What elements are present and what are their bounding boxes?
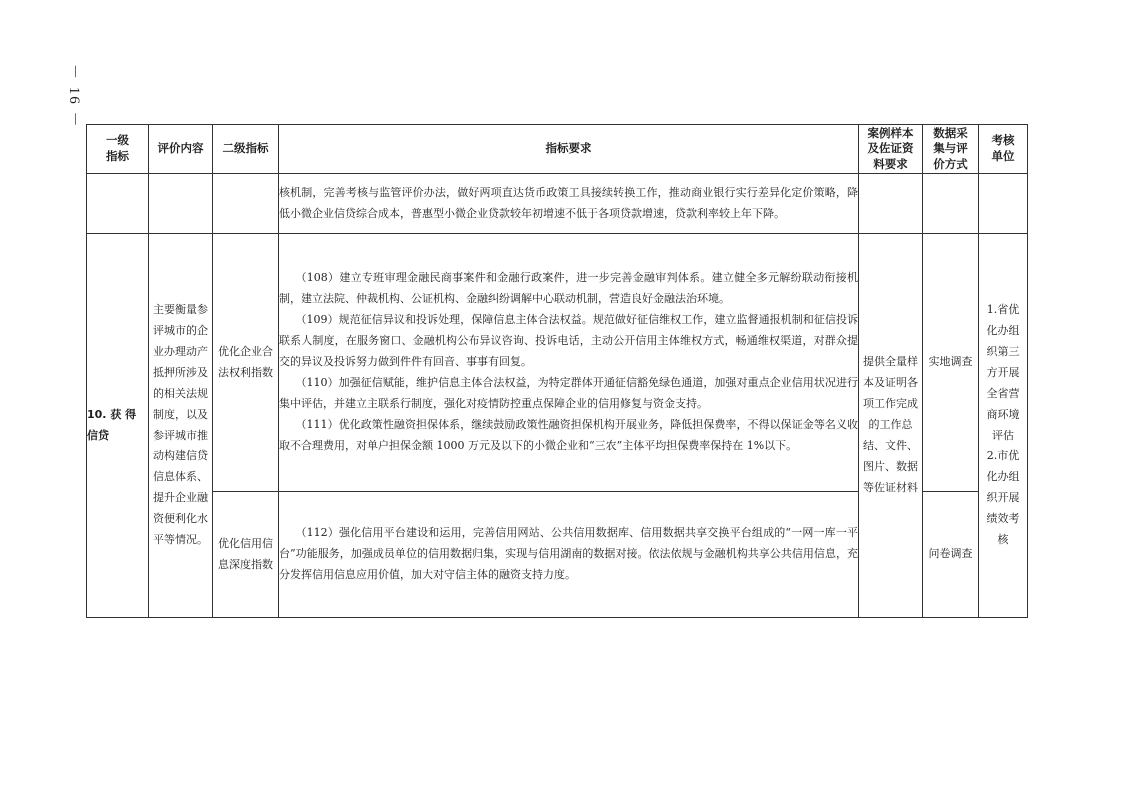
- page-number: － 16 －: [66, 64, 82, 129]
- indicator-table: [86, 124, 1028, 618]
- header-content: 评价内容: [149, 125, 213, 174]
- header-row: [87, 125, 1028, 174]
- header-unit: 考核 单位: [979, 125, 1028, 174]
- level1-indicator: 10. 获 得 信贷: [87, 234, 149, 618]
- header-samples: 案例样本 及佐证资 料要求: [859, 125, 923, 174]
- level2-indicator-1: 优化企业合法权利指数: [213, 234, 279, 492]
- sample-requirements: 提供全量样本及证明各项工作完成的工作总结、文件、图片、数据等佐证材料: [859, 234, 923, 618]
- header-requirement: 指标要求: [279, 125, 859, 174]
- requirements-2: （112）强化信用平台建设和运用，完善信用网站、公共信用数据库、信用数据共享交换平台组成的“一网一库一平台”功能服务，加强成员单位的信用数据归集，实现与信用湖南的数据对接。依法依规与金融机构共享公共信用信息，充分发挥信用信息应用价值，加大对守信主体的融资支持力度。: [279, 492, 859, 618]
- assessment-unit: 1.省优化办组织第三方开展全省营商环境评估 2.市优化办组织开展绩效考核: [979, 234, 1028, 618]
- method-1: 实地调查: [923, 234, 979, 492]
- carryover-requirement: 核机制，完善考核与监管评价办法，做好两项直达货币政策工具接续转换工作，推动商业银行实行差异化定价策略，降低小微企业信贷综合成本，普惠型小微企业贷款较年初增速不低于各项贷款增速，贷款利率较上年下降。: [279, 174, 859, 234]
- carryover-row: [87, 174, 1028, 234]
- header-level1: 一级 指标: [87, 125, 149, 174]
- indicator-row-1: [87, 234, 1028, 492]
- evaluation-content: 主要衡量参评城市的企业办理动产抵押所涉及的相关法规制度，以及参评城市推动构建信贷信息体系、提升企业融资便利化水平等情况。: [149, 234, 213, 618]
- method-2: 问卷调查: [923, 492, 979, 618]
- requirements-1: （108）建立专班审理金融民商事案件和金融行政案件，进一步完善金融审判体系。建立健全多元解纷联动衔接机制，建立法院、仲裁机构、公证机构、金融纠纷调解中心联动机制，营造良好金融法治环境。 （109）规范征信异议和投诉处理，保障信息主体合法权益。规范做好征信维权工作，建立监督通报机制和征信投诉联系人制度，在服务窗口、金融机构公布异议咨询、投诉电话，主动公开信用主体维权方式，畅通维权渠道，对群众提交的异议及投诉努力做到件件有回音、事事有回复。 （110）加强征信赋能，维护信息主体合法权益，为特定群体开通征信豁免绿色通道，加强对重点企业信用状况进行集中评估，并建立主联系行制度，强化对疫情防控重点保障企业的信用修复与资金支持。 （111）优化政策性融资担保体系，继续鼓励政策性融资担保机构开展业务，降低担保费率，不得以保证金等名义收取不合理费用，对单户担保金额 1000 万元及以下的小微企业和“三农”主体平均担保费率保持在 1%以下。: [279, 234, 859, 492]
- header-level2: 二级指标: [213, 125, 279, 174]
- level2-indicator-2: 优化信用信息深度指数: [213, 492, 279, 618]
- header-method: 数据采 集与评 价方式: [923, 125, 979, 174]
